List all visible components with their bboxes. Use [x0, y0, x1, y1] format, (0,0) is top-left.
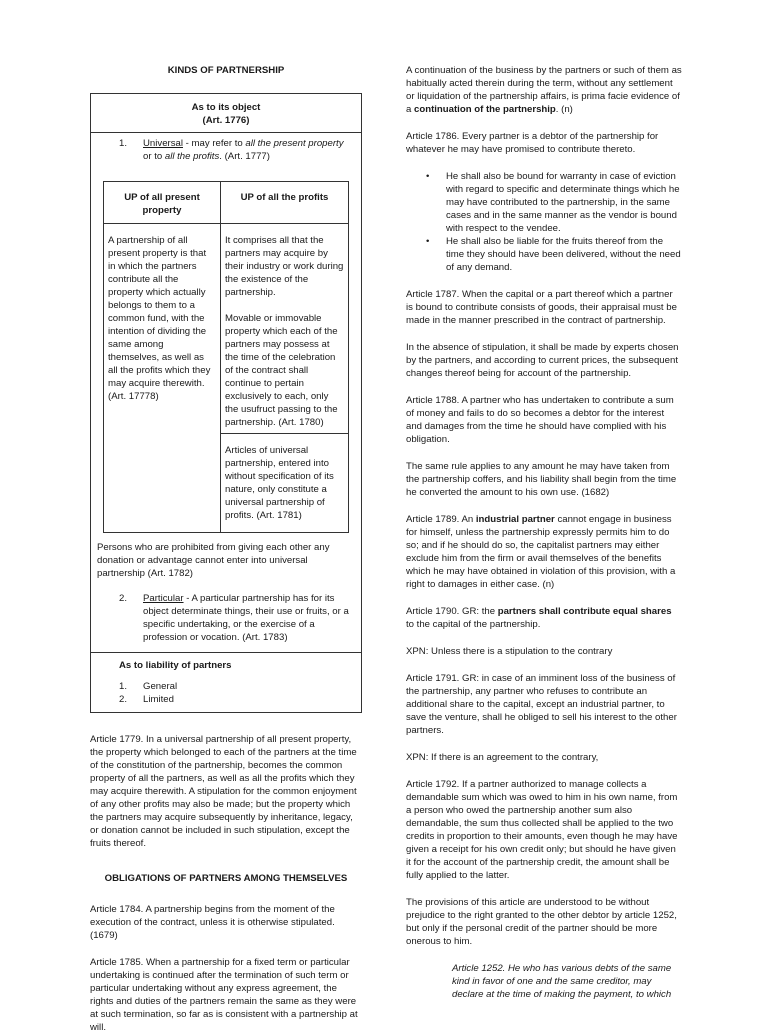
- liability-general: General: [143, 681, 178, 692]
- object-box: [90, 93, 362, 713]
- continuation-text-a: A continuation of the business by the partners or such of them as habitually acted therein during the term, without any settlement or liquidation of the partnership affairs, is prima facie evidence of a: [406, 65, 682, 115]
- section-title-kinds: KINDS OF PARTNERSHIP: [167, 65, 285, 76]
- profits-text-3: Articles of universal partnership, entered into without specification of its nature, only constitute a universal partnership of profits. (Art. 1781): [225, 445, 334, 521]
- right-column: [406, 64, 682, 1001]
- universal-label: Universal: [143, 138, 183, 149]
- xpn-1: XPN: Unless there is a stipulation to the contrary: [406, 646, 613, 657]
- art1790-text-a: Article 1790. GR: the: [406, 606, 498, 617]
- list-item: [426, 170, 682, 235]
- article-1792: Article 1792. If a partner authorized to manage collects a demandable sum which was owed to him in his own name, from a person who owed the partnership another sum also demandable, the sum thus collected shall be applied to the two credits in proportion to their amounts, even though he may have given a receipt for his own credit only; but should he have given it for the account of the partnership credit, the amount shall be fully applied to the latter.: [406, 779, 678, 881]
- bullet-text: He shall also be bound for warranty in case of eviction with regard to specific and determinate things which he may have contributed to the partnership, in the same cases and in the same manner as the vendor is bound with respect to the vendee.: [446, 171, 680, 234]
- table-cell-profits-articles: [221, 434, 349, 533]
- art1790-bold: partners shall contribute equal shares: [497, 606, 672, 617]
- art1789-text-a: Article 1789. An: [406, 514, 476, 525]
- universal-text-c: . (Art. 1777): [219, 151, 270, 162]
- profits-text-2: Movable or immovable property which each of the partners may possess at the time of the celebration of the contract shall continue to pertain exclusively to each, only the usufruct passing to the partnership. (Art. 1780): [225, 313, 338, 428]
- list-item: [426, 235, 682, 274]
- liability-limited: Limited: [143, 694, 174, 705]
- table-header-row: [104, 182, 349, 224]
- bullet-text: He shall also be liable for the fruits thereof from the time they should have been delivered, without the need of any demand.: [446, 236, 681, 273]
- table-header-present-property: UP of all present property: [104, 182, 221, 224]
- object-header-line1: As to its object: [191, 102, 261, 113]
- bullet-icon: •: [426, 171, 430, 182]
- prohibited-text: Persons who are prohibited from giving each other any donation or advantage cannot enter into universal partnership (Art. 1782): [97, 542, 330, 579]
- list-number: 1.: [119, 681, 128, 692]
- liability-header: As to liability of partners: [119, 660, 232, 671]
- absence-paragraph: In the absence of stipulation, it shall be made by experts chosen by the partners, and according to current prices, the subsequent changes thereof being for account of the partnership.: [406, 342, 679, 379]
- art1790-text-b: to the capital of the partnership.: [406, 619, 541, 630]
- article-1785: Article 1785. When a partnership for a fixed term or particular undertaking is continued after the termination of such term or particular undertaking without any express agreement, the rights and duties of the partners remain the same as they were at such termination, so far as is consistent with a partnership at will.: [90, 957, 358, 1033]
- article-1791: Article 1791. GR: in case of an imminent loss of the business of the partnership, any partner who refuses to contribute an additional share to the capital, except an industrial partner, to save the venture, shall he obliged to sell his interest to the other partners.: [406, 673, 677, 736]
- universal-text: [143, 137, 349, 163]
- table-cell-profits: [221, 224, 349, 434]
- object-header-line2: (Art. 1776): [202, 115, 250, 126]
- object-box-body: [91, 133, 361, 712]
- list-item-general: [91, 680, 361, 693]
- list-item-limited: [91, 693, 361, 706]
- table-header-profits: UP of all the profits: [221, 182, 349, 224]
- provisions-paragraph: The provisions of this article are understood to be without prejudice to the right granted to the other debtor by article 1252, but only if the personal credit of the partner should be more onerous to him.: [406, 897, 677, 947]
- article-1788: Article 1788. A partner who has undertaken to contribute a sum of money and fails to do so becomes a debtor for the interest and damages from the time he should have complied with his obligation.: [406, 395, 674, 445]
- table-cell-present-property: [104, 224, 221, 533]
- article-1784: Article 1784. A partnership begins from the moment of the execution of the contract, unless it is otherwise stipulated. (1679): [90, 904, 335, 941]
- article-1786: Article 1786. Every partner is a debtor of the partnership for whatever he may have promised to contribute thereto.: [406, 131, 659, 155]
- section-title-obligations: OBLIGATIONS OF PARTNERS AMONG THEMSELVES: [104, 873, 348, 884]
- continuation-text-b: . (n): [555, 104, 573, 115]
- list-number: 2.: [119, 694, 128, 705]
- continuation-paragraph: [406, 64, 682, 116]
- article-1252-quote: Article 1252. He who has various debts of the same kind in favor of one and the same creditor, may declare at the time of making the payment, to which: [452, 963, 672, 1000]
- present-property-text: A partnership of all present property is that in which the partners contribute all the property which actually belongs to them to a common fund, with the intention of dividing the same among themselves, as well as all the profits which they may acquire therewith. (Art. 17778): [108, 235, 211, 402]
- universal-table: [103, 181, 349, 533]
- list-item-particular: [91, 592, 361, 652]
- same-rule-paragraph: The same rule applies to any amount he may have taken from the partnership coffers, and his liability shall begin from the time he converted the amount to his own use. (1682): [406, 461, 677, 498]
- bullet-list: [426, 170, 682, 274]
- bullet-icon: •: [426, 236, 430, 247]
- list-number: 1.: [119, 138, 128, 149]
- universal-text-b: or to: [143, 151, 165, 162]
- article-1789: [406, 513, 682, 591]
- article-1779: Article 1779. In a universal partnership of all present property, the property which belonged to each of the partners at the time of the constitution of the partnership, becomes the common property of all the partners, as well as all the profits which they may acquire therewith. A stipulation for the common enjoyment of any other profits may also be made; but the property which the partners may acquire subsequently by inheritance, legacy, or donation cannot be included in such stipulation, except the fruits thereof.: [90, 734, 357, 849]
- particular-body: - A particular partnership has for its object determinate things, their use or fruits, or a specific undertaking, or the exercise of a profession or vocation. (Art. 1783): [143, 593, 349, 643]
- particular-text: [143, 592, 349, 644]
- profits-text-1: It comprises all that the partners may acquire by their industry or work during the existence of the partnership.: [225, 235, 344, 298]
- art1789-bold: industrial partner: [475, 514, 555, 525]
- universal-italic-b: all the profits: [164, 151, 220, 162]
- particular-label: Particular: [143, 593, 184, 604]
- object-box-header: [91, 94, 361, 133]
- universal-italic-a: all the present property: [245, 138, 344, 149]
- list-item-universal: [91, 137, 361, 163]
- article-1787: Article 1787. When the capital or a part thereof which a partner is bound to contribute consists of goods, their appraisal must be made in the manner prescribed in the contract of partnership.: [406, 289, 677, 326]
- article-1790: [406, 605, 682, 631]
- universal-text-a: - may refer to: [183, 138, 246, 149]
- liability-section: [91, 652, 361, 712]
- left-column: [90, 64, 362, 1034]
- xpn-2: XPN: If there is an agreement to the contrary,: [406, 752, 599, 763]
- list-number: 2.: [119, 593, 128, 604]
- art1789-text-b: cannot engage in business for himself, unless the partnership expressly permits him to do so; and if he should do so, the capitalist partners may either exclude him from the firm or avail themselves of the benefits which he may have obtained in violation of this provision, with a right to damages in either case. (n): [406, 514, 676, 590]
- continuation-bold: continuation of the partnership: [414, 104, 556, 115]
- table-row: [104, 224, 349, 434]
